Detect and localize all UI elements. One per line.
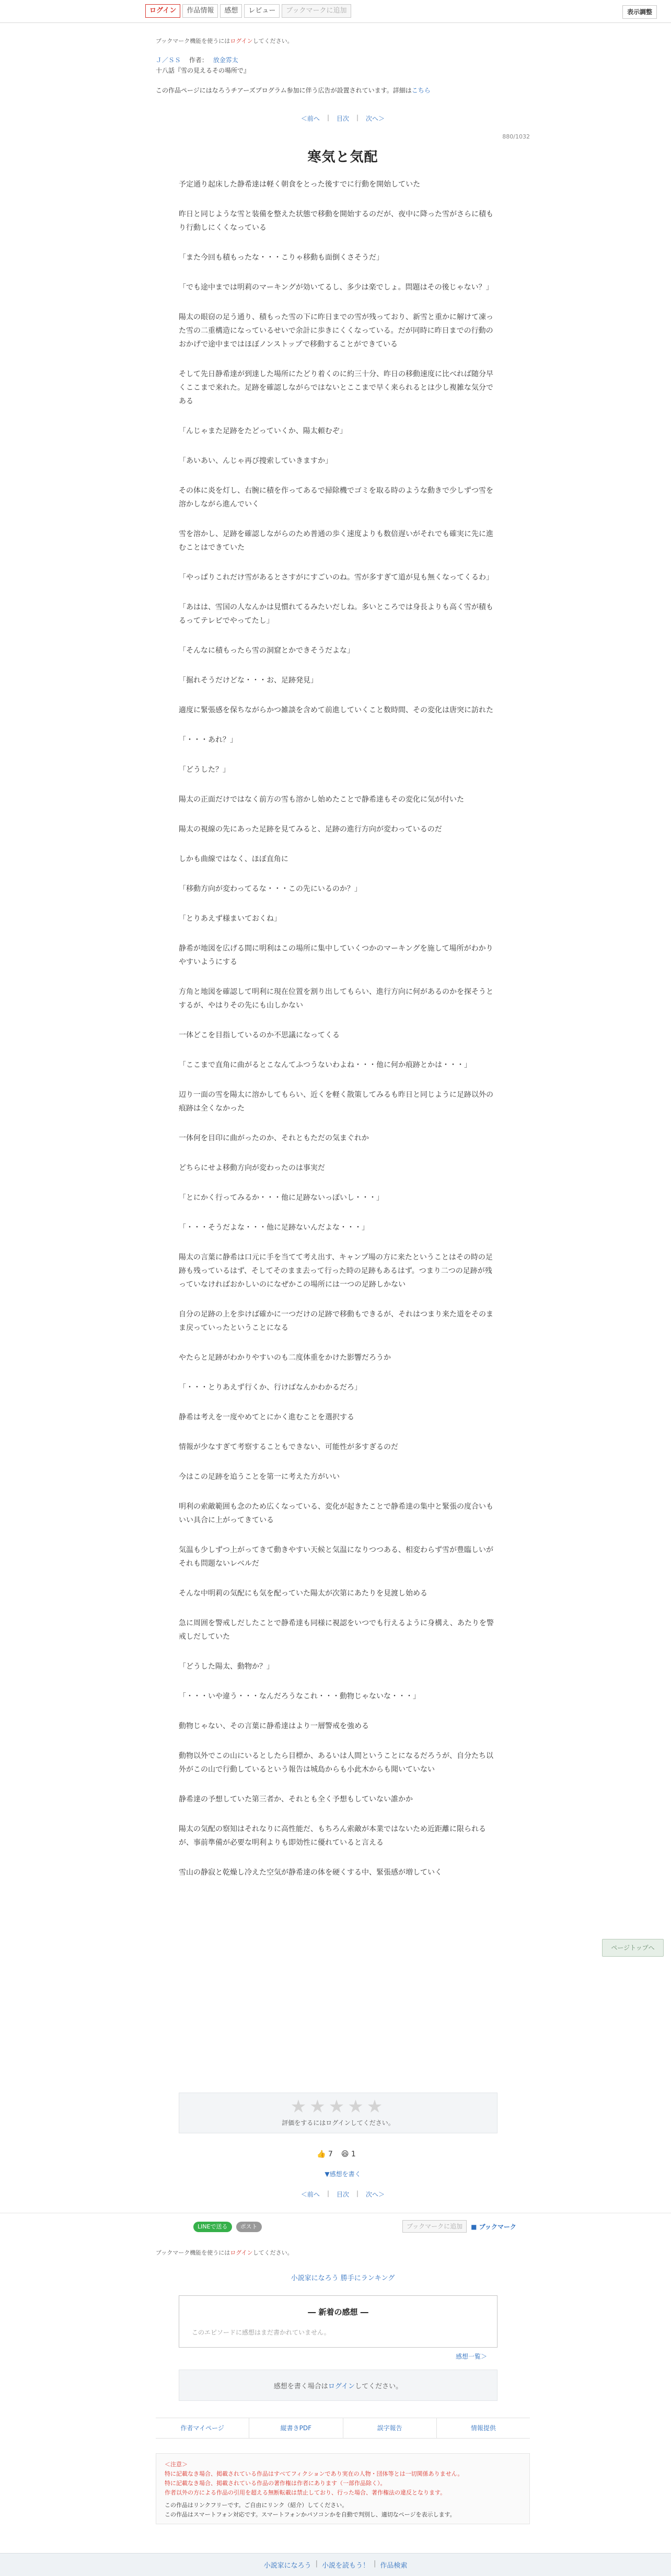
bookmark-login-link-bottom[interactable]: ログイン bbox=[230, 2249, 253, 2256]
login-button[interactable]: ログイン bbox=[145, 4, 180, 18]
notice-fiction: 特に記載なき場合、掲載されている作品はすべてフィクションであり実在の人物・団体等とは一切関係ありません。 bbox=[165, 2470, 464, 2477]
reaction-thumbs[interactable]: 👍 7 bbox=[317, 2150, 333, 2158]
smile-icon: 😆 bbox=[341, 2150, 349, 2158]
body-paragraph: 適度に緊張感を保ちながらかつ雑談を含めて前進していくこと数時間、その変化は唐突に訪れた bbox=[179, 706, 493, 714]
vertical-pdf-link[interactable]: 縦書きPDF bbox=[249, 2418, 343, 2438]
impressions-list-row bbox=[456, 2352, 487, 2361]
write-impression-row bbox=[156, 2169, 530, 2178]
write-impression-login-link[interactable]: ログイン bbox=[328, 2383, 355, 2390]
body-paragraph: 「また今回も積もったな・・・こりゃ移動も面倒くさそうだ」 bbox=[179, 253, 384, 262]
body-paragraph: 「とりあえず様まいておくね」 bbox=[179, 915, 281, 923]
site-footer-bar bbox=[0, 2553, 671, 2576]
body-paragraph: 「あはは、雪国の人なんかは見慣れてるみたいだしね。多いところでは身長よりも高く雪が積もるってテレビでやってたし」 bbox=[179, 603, 493, 625]
body-paragraph: 「やっぱりこれだけ雪があるとさすがにすごいのね。雪が多すぎて道が見も無くなってくるわ」 bbox=[179, 573, 493, 582]
body-paragraph: 辺り一面の雪を陽太に溶かしてもらい、近くを軽く散策してみるも昨日と同じように足跡以外の痕跡は全くなかった bbox=[179, 1091, 493, 1113]
rating-stars[interactable]: ★★★★★ bbox=[290, 2096, 386, 2117]
new-impressions-title: ― 新着の感想 ― bbox=[308, 2307, 368, 2317]
author-link[interactable]: 放金雰太 bbox=[213, 56, 238, 64]
notice-smartphone: この作品はスマートフォン対応です。スマートフォンかパソコンかを自動で判別し、適切なページを表示します。 bbox=[165, 2511, 456, 2518]
author-label: 作者： bbox=[189, 56, 208, 64]
ad-notice: この作品ページにはなろうチアーズプログラム参加に伴う広告が設置されています。詳細はこちら bbox=[156, 87, 431, 94]
body-paragraph: 動物以外でこの山にいるとしたら目標か、あるいは人間ということになるだろうが、自分たち以外がこの山で行動しているという報告は城島からも小此木からも聞いていない bbox=[179, 1752, 493, 1774]
series-link[interactable]: Ｊ／ＳＳ bbox=[156, 56, 181, 64]
bottom-pager: ＜前へ | 目次 | 次へ＞ bbox=[300, 2190, 385, 2198]
write-impression-login-note: 感想を書く場合はログインしてください。 bbox=[273, 2383, 403, 2390]
body-paragraph: 方角と地図を確認して明利に現在位置を割り出してもらい、進行方向に何があるのかを探そうとするが、やはりその先にも山しかない bbox=[179, 988, 493, 1010]
ranking-row bbox=[156, 2272, 530, 2282]
body-paragraph: 陽太の正面だけではなく前方の雪も溶かし始めたことで静希達もその変化に気が付いた bbox=[179, 795, 464, 804]
index-link-bottom[interactable]: 目次 bbox=[336, 2191, 349, 2198]
body-paragraph: 「・・・とりあえず行くか、行けばなんかわかるだろ」 bbox=[179, 1383, 362, 1392]
body-paragraph: どちらにせよ移動方向が変わったのは事実だ bbox=[179, 1164, 325, 1172]
work-search-link[interactable]: 作品検索 bbox=[380, 2562, 408, 2570]
info-provide-link[interactable]: 情報提供 bbox=[470, 2424, 496, 2432]
top-pager: ＜前へ | 目次 | 次へ＞ bbox=[300, 114, 385, 122]
episode-title: 寒気と気配 bbox=[307, 149, 378, 165]
body-paragraph: 「でも途中までは明莉のマーキングが効いてるし、多少は楽でしょ。問題はその後じゃない？」 bbox=[179, 283, 493, 292]
impressions-button[interactable]: 感想 bbox=[220, 4, 242, 18]
body-paragraph: 「どうした陽太、動物か？」 bbox=[179, 1662, 274, 1671]
page-top-button[interactable]: ページトップへ bbox=[602, 1939, 664, 1957]
header-nav bbox=[145, 4, 351, 18]
body-paragraph: 「・・・いや違う・・・なんだろうなこれ・・・動物じゃないな・・・」 bbox=[179, 1692, 420, 1701]
body-paragraph: 予定通り起床した静希達は軽く朝食をとった後すでに行動を開始していた bbox=[179, 180, 421, 189]
body-paragraph: 「移動方向が変わってるな・・・この先にいるのか？」 bbox=[179, 885, 362, 893]
work-meta bbox=[156, 55, 530, 64]
body-paragraph: 「ここまで直角に曲がるとこなんてふつうないわよね・・・他に何か痕跡とかは・・・」 bbox=[179, 1061, 471, 1069]
episode-body bbox=[179, 178, 498, 1896]
impressions-list-link[interactable]: 感想一覧＞ bbox=[456, 2353, 488, 2360]
bookmark-link[interactable]: ■ ブックマーク bbox=[471, 2223, 516, 2231]
prev-episode-link-bottom[interactable]: ＜前へ bbox=[300, 2191, 320, 2198]
bookmark-login-link[interactable]: ログイン bbox=[230, 38, 253, 44]
reactions bbox=[317, 2150, 356, 2158]
body-paragraph: 動物じゃない、その言葉に静希達はより一層警戒を強める bbox=[179, 1722, 369, 1730]
thumbs-up-icon: 👍 bbox=[317, 2150, 326, 2158]
display-settings-button[interactable]: 表示調整 bbox=[622, 5, 657, 19]
add-bookmark-button[interactable]: ブックマークに追加 bbox=[282, 4, 351, 18]
body-paragraph: 「・・・あれ？」 bbox=[179, 736, 237, 744]
body-paragraph: 雪山の静寂と乾燥し冷えた空気が静希達の体を硬くする中、緊張感が増していく bbox=[179, 1868, 442, 1877]
footer-links bbox=[156, 2418, 530, 2439]
body-paragraph: 陽太の眼窃の足う通り、積もった雪の下に昨日までの雪が残っており、新雪と重かに解けて凍った雪の二重構造になっているせいで余計に歩きにくくなっている。だが同時に昨日までの行動のおかげで途中まではほぼノンストップで移動することができている bbox=[179, 313, 493, 349]
next-episode-link[interactable]: 次へ＞ bbox=[366, 115, 385, 122]
bookmark-login-note-bottom: ブックマーク機能を使うにはログインしてください。 bbox=[156, 2249, 293, 2256]
ranking-link[interactable]: 小説家になろう 勝手にランキング bbox=[291, 2274, 395, 2282]
body-paragraph: しかも曲線ではなく、ほぼ直角に bbox=[179, 855, 288, 863]
narou-home-link[interactable]: 小説家になろう bbox=[263, 2562, 311, 2570]
body-paragraph: 昨日と同じような雪と装備を整えた状態で移動を開始するのだが、夜中に降った雪がさらに積もり行動しにくくなっている bbox=[179, 210, 493, 232]
notice-reprint: 作者以外の方による作品の引用を超える無断転載は禁止しており、行った場合、著作権法の違反となります。 bbox=[165, 2489, 446, 2496]
notice-copyright: 特に記載なき場合、掲載されている作品の著作権は作者にあります（一部作品除く）。 bbox=[165, 2480, 386, 2487]
notice-linkfree: この作品はリンクフリーです。ご自由にリンク（紹介）してください。 bbox=[165, 2502, 348, 2509]
body-paragraph: 明利の索敵範囲も念のため広くなっている、変化が起きたことで静希達の集中と緊張の度合いもいい具合に上がってきている bbox=[179, 1503, 493, 1524]
share-bookmark-row bbox=[0, 2213, 671, 2240]
body-paragraph: 今はこの足跡を追うことを第一に考えた方がいい bbox=[179, 1473, 340, 1481]
body-paragraph: 「そんなに積もったら雪の洞窟とかできそうだよな」 bbox=[179, 646, 354, 655]
body-paragraph: 陽太の言葉に静希は口元に手を当てて考え出す、キャンプ場の方に来たということはその時の足跡も残っているはず、そしてそのまま去って行った時の足跡もあるはず。つまり二つの足跡が残っていなければおかしいのになぜかこの場所には一つの足跡しかない bbox=[179, 1253, 493, 1289]
episode-page-number: 880/1032 bbox=[502, 133, 530, 140]
top-header bbox=[0, 0, 671, 23]
chapter-title: 十八話『雪の見えるその場所で』 bbox=[156, 67, 250, 74]
share-buttons bbox=[193, 2222, 262, 2232]
body-paragraph: 「あいあい、んじゃ再び捜索していきますか」 bbox=[179, 457, 332, 465]
body-paragraph: やたらと足跡がわかりやすいのも二度体重をかけた影響だろうか bbox=[179, 1354, 391, 1362]
body-paragraph: 「・・・そうだよな・・・他に足跡ないんだよな・・・」 bbox=[179, 1223, 369, 1232]
write-impression-box bbox=[179, 2370, 498, 2401]
index-link[interactable]: 目次 bbox=[336, 115, 349, 122]
no-impressions-text: このエピソードに感想はまだ書かれていません。 bbox=[192, 2329, 330, 2336]
bookmark-controls bbox=[402, 2220, 516, 2233]
body-paragraph: 雪を溶かし、足跡を確認しながらのため普通の歩く速度よりも数倍遅いがそれでも確実に先に進むことはできていた bbox=[179, 530, 493, 552]
ad-notice-link[interactable]: こちら bbox=[411, 87, 431, 94]
body-paragraph: そして先日静希達が到達した場所にたどり着くのに約三十分、昨日の移動速度に比べれば随分早くここまで来れた。足跡を確認しながらではないとここまで早く来られるとは少し複雑な気分である bbox=[179, 370, 493, 406]
body-paragraph: 一体何を目印に曲がったのか、それともただの気まぐれか bbox=[179, 1134, 369, 1142]
body-paragraph: 静希は考えを一度やめてとにかく進むことを選択する bbox=[179, 1413, 354, 1422]
reaction-smile[interactable]: 😆 1 bbox=[341, 2150, 356, 2158]
x-share-button[interactable]: ポスト bbox=[236, 2222, 262, 2232]
bookmark-login-note: ブックマーク機能を使うにはログインしてください。 bbox=[156, 38, 293, 44]
body-paragraph: その体に炎を灯し、右腕に積を作ってあるで掃除機でゴミを取る時のような動きで少しずつ雪を溶かしながら進んでいく bbox=[179, 487, 493, 509]
notice-head: ＜注意＞ bbox=[165, 2461, 188, 2468]
body-paragraph: 「どうした？」 bbox=[179, 766, 230, 774]
next-episode-link-bottom[interactable]: 次へ＞ bbox=[366, 2191, 385, 2198]
body-paragraph: 静希が地図を広げる間に明利はこの場所に集中していくつかのマーキングを施して場所がわかりやすいようにする bbox=[179, 944, 493, 966]
new-impressions-box bbox=[179, 2295, 498, 2348]
rating-login-note: 評価をするにはログインしてください。 bbox=[282, 2119, 395, 2127]
typo-report-link[interactable]: 誤字報告 bbox=[343, 2418, 437, 2438]
body-paragraph: 陽太の気配の察知はそれなりに高性能だ、もちろん索敵が本業ではないため近距離に限られるが、事前準備が必要な明利よりも即効性に優れていると言える bbox=[179, 1825, 486, 1847]
body-paragraph: 「とにかく行ってみるか・・・他に足跡ないっぽいし・・・」 bbox=[179, 1194, 384, 1202]
body-paragraph: 自分の足跡の上を歩けば確かに一つだけの足跡で移動もできるが、それはつまり来た道をそのまま戻っていったということになる bbox=[179, 1310, 493, 1332]
site-footer-links: 小説家になろう | 小説を読もう！ | 作品検索 bbox=[263, 2560, 408, 2570]
prev-episode-link[interactable]: ＜前へ bbox=[300, 115, 320, 122]
body-paragraph: 「掘れそうだけどな・・・お、足跡発見」 bbox=[179, 676, 318, 685]
rating-box bbox=[179, 2093, 498, 2133]
body-paragraph: 急に周囲を警戒しだしたことで静希達も同様に視認をいつでも行えるように身構え、あたりを警戒しだしていた bbox=[179, 1619, 494, 1641]
write-impression-link[interactable]: ▼感想を書く bbox=[325, 2170, 361, 2178]
notice-box bbox=[156, 2453, 530, 2524]
body-paragraph: 「んじゃまた足跡をたどっていくか、陽太頼むぞ」 bbox=[179, 427, 347, 435]
yomou-link[interactable]: 小説を読もう！ bbox=[321, 2562, 369, 2570]
body-paragraph: 気温も少しずつ上がってきて動きやすい天候と気温になりつつある、相変わらず雪が豊臨しいがそれも問題ないレベルだ bbox=[179, 1546, 493, 1568]
body-paragraph: 陽太の視線の先にあった足跡を見てみると、足跡の進行方向が変わっているのだ bbox=[179, 825, 442, 834]
work-info-button[interactable]: 作品情報 bbox=[182, 4, 218, 18]
body-paragraph: 一体どこを目指しているのか不思議になってくる bbox=[179, 1031, 340, 1039]
add-bookmark-button-bottom[interactable]: ブックマークに追加 bbox=[402, 2220, 467, 2233]
body-paragraph: 静希達の予想していた第三者か、それとも全く予想もしていない誰かか bbox=[179, 1795, 413, 1804]
line-share-button[interactable]: LINEで送る bbox=[193, 2222, 232, 2232]
body-paragraph: そんな中明莉の気配にも気を配っていた陽太が次第にあたりを見渡し始める bbox=[179, 1589, 427, 1598]
author-mypage-link[interactable]: 作者マイページ bbox=[156, 2418, 249, 2438]
review-button[interactable]: レビュー bbox=[244, 4, 280, 18]
body-paragraph: 情報が少なすぎて考察することもできない、可能性が多すぎるのだ bbox=[179, 1443, 398, 1451]
